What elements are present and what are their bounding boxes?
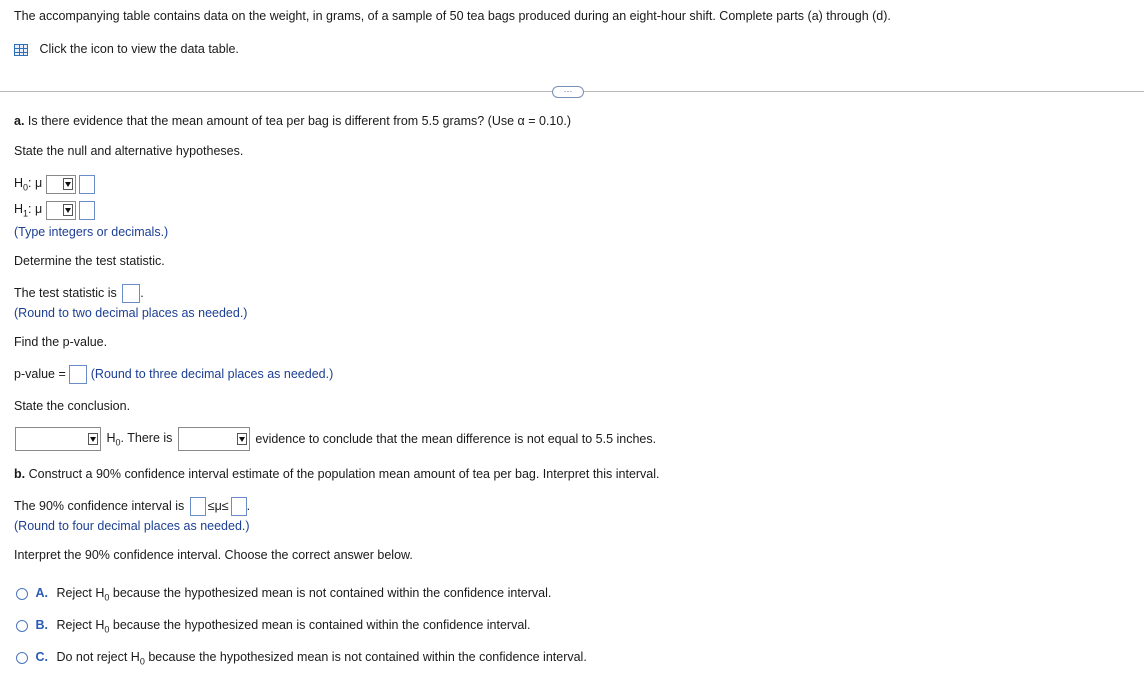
stat-round-hint: (Round to two decimal places as needed.) (14, 306, 248, 320)
test-statistic-label: The test statistic is (14, 285, 117, 300)
determine-statistic-prompt: Determine the test statistic. (14, 254, 165, 268)
option-a[interactable]: A. Reject $H_0$ because the hypothesized mean is not contained within the confidence interval. (16, 586, 551, 603)
h0-value-input[interactable] (79, 175, 95, 194)
conclusion-h0-text: $H_0$. There is (106, 430, 173, 448)
ci-upper-input[interactable] (231, 497, 247, 516)
conclusion-end-text: evidence to conclude that the mean difference is not equal to 5.5 inches. (255, 432, 657, 446)
h0-label: $H_0$: μ (14, 176, 43, 193)
h0-operator-dropdown[interactable] (46, 175, 76, 194)
conclusion-row (15, 427, 656, 451)
h1-operator-dropdown[interactable] (46, 201, 76, 220)
h1-value-input[interactable] (79, 201, 95, 220)
type-hint: (Type integers or decimals.) (14, 225, 169, 239)
test-statistic-row: The test statistic is . (14, 284, 144, 303)
part-a-question-text: Is there evidence that the mean amount of tea per bag is different from 5.5 grams? (Use α = 0.10.) (27, 114, 571, 128)
table-grid-icon[interactable] (14, 44, 28, 56)
ci-round-hint: (Round to four decimal places as needed.) (14, 519, 250, 533)
dropdown-arrow-icon[interactable] (63, 178, 73, 190)
pvalue-row (14, 365, 333, 384)
evidence-dropdown[interactable] (178, 427, 250, 451)
part-b-question (14, 467, 660, 481)
part-b-label: b. (14, 467, 26, 481)
option-b-radio[interactable] (16, 620, 28, 632)
option-c-radio[interactable] (16, 652, 28, 664)
ci-label: The 90% confidence interval is (14, 498, 185, 513)
test-statistic-input[interactable] (122, 284, 140, 303)
intro-text: The accompanying table contains data on the weight, in grams, of a sample of 50 tea bags produced during an eight-hour shift. Complete parts (a) through (d). (14, 9, 891, 23)
h1-row (14, 201, 95, 221)
dropdown-arrow-icon[interactable] (237, 433, 247, 445)
option-a-radio[interactable] (16, 588, 28, 600)
state-hypotheses-prompt: State the null and alternative hypotheses. (14, 144, 244, 158)
dropdown-arrow-icon[interactable] (63, 204, 73, 216)
ci-mu-symbol: ≤μ≤ (207, 498, 229, 513)
data-table-link[interactable] (14, 42, 239, 56)
h1-label: $H_1$: μ (14, 202, 43, 219)
option-c[interactable]: C. Do not reject $H_0$ because the hypothesized mean is not contained within the confidence interval. (16, 650, 587, 667)
option-b[interactable]: B. Reject $H_0$ because the hypothesized mean is contained within the confidence interval. (16, 618, 531, 635)
part-a-label: a. (14, 114, 25, 128)
part-a-question (14, 114, 571, 128)
dropdown-arrow-icon[interactable] (88, 433, 98, 445)
part-b-question-text: Construct a 90% confidence interval estimate of the population mean amount of tea per bag. Interpret this interval. (28, 467, 660, 481)
data-table-link-text[interactable]: Click the icon to view the data table. (39, 42, 239, 56)
expand-toggle-button[interactable]: ··· (552, 86, 584, 98)
pvalue-label: p-value = (14, 366, 66, 381)
pvalue-input[interactable] (69, 365, 87, 384)
h0-row (14, 175, 95, 195)
pvalue-round-hint: (Round to three decimal places as needed.) (90, 366, 334, 381)
ci-lower-input[interactable] (190, 497, 206, 516)
find-pvalue-prompt: Find the p-value. (14, 335, 108, 349)
reject-decision-dropdown[interactable] (15, 427, 101, 451)
ci-row: The 90% confidence interval is ≤μ≤ . (14, 497, 250, 516)
interpret-prompt: Interpret the 90% confidence interval. Choose the correct answer below. (14, 548, 413, 562)
conclusion-prompt: State the conclusion. (14, 399, 131, 413)
